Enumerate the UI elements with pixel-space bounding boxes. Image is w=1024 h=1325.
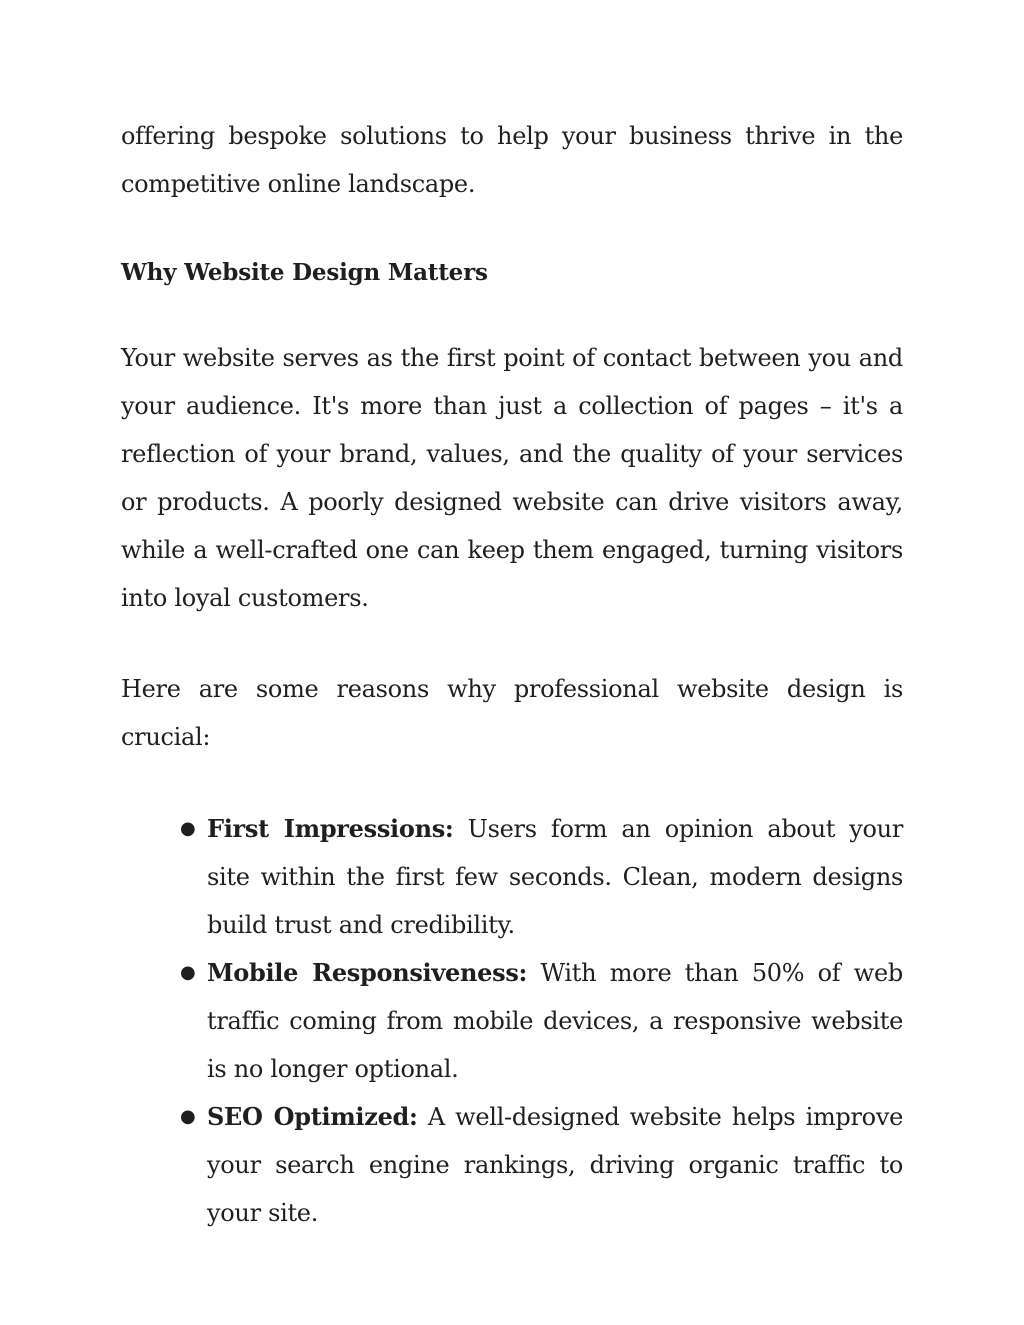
reason-title: First Impressions: bbox=[207, 814, 454, 843]
bullet-icon: ● bbox=[180, 818, 196, 839]
reason-title: SEO Optimized: bbox=[207, 1102, 418, 1131]
section-paragraph: Your website serves as the first point of contact between you and your audience. It's more than just a collection of pages – it's a reflection of your brand, values, and the quality of your services or products. A poorly designed website can drive visitors away, while a well-crafted one can keep them engaged, turning visitors into loyal customers. bbox=[121, 344, 903, 612]
reasons-list bbox=[121, 805, 903, 1237]
list-item bbox=[121, 805, 903, 949]
intro-paragraph: offering bespoke solutions to help your business thrive in the competitive online landscape. bbox=[121, 122, 903, 198]
bullet-icon: ● bbox=[180, 1106, 196, 1127]
reason-text: Users form an opinion about your site within the first few seconds. Clean, modern designs build trust and credibility. bbox=[207, 815, 904, 939]
list-item bbox=[121, 949, 903, 1093]
document-page bbox=[121, 112, 903, 1237]
section-heading: Why Website Design Matters bbox=[121, 259, 488, 286]
list-item bbox=[121, 1093, 903, 1237]
reason-title: Mobile Responsiveness: bbox=[207, 958, 528, 987]
reasons-intro: Here are some reasons why professional website design is crucial: bbox=[121, 675, 903, 751]
reason-text: A well-designed website helps improve your search engine rankings, driving organic traffic to your site. bbox=[207, 1103, 903, 1227]
reason-text: With more than 50% of web traffic coming from mobile devices, a responsive website is no longer optional. bbox=[207, 959, 903, 1083]
bullet-icon: ● bbox=[180, 962, 196, 983]
